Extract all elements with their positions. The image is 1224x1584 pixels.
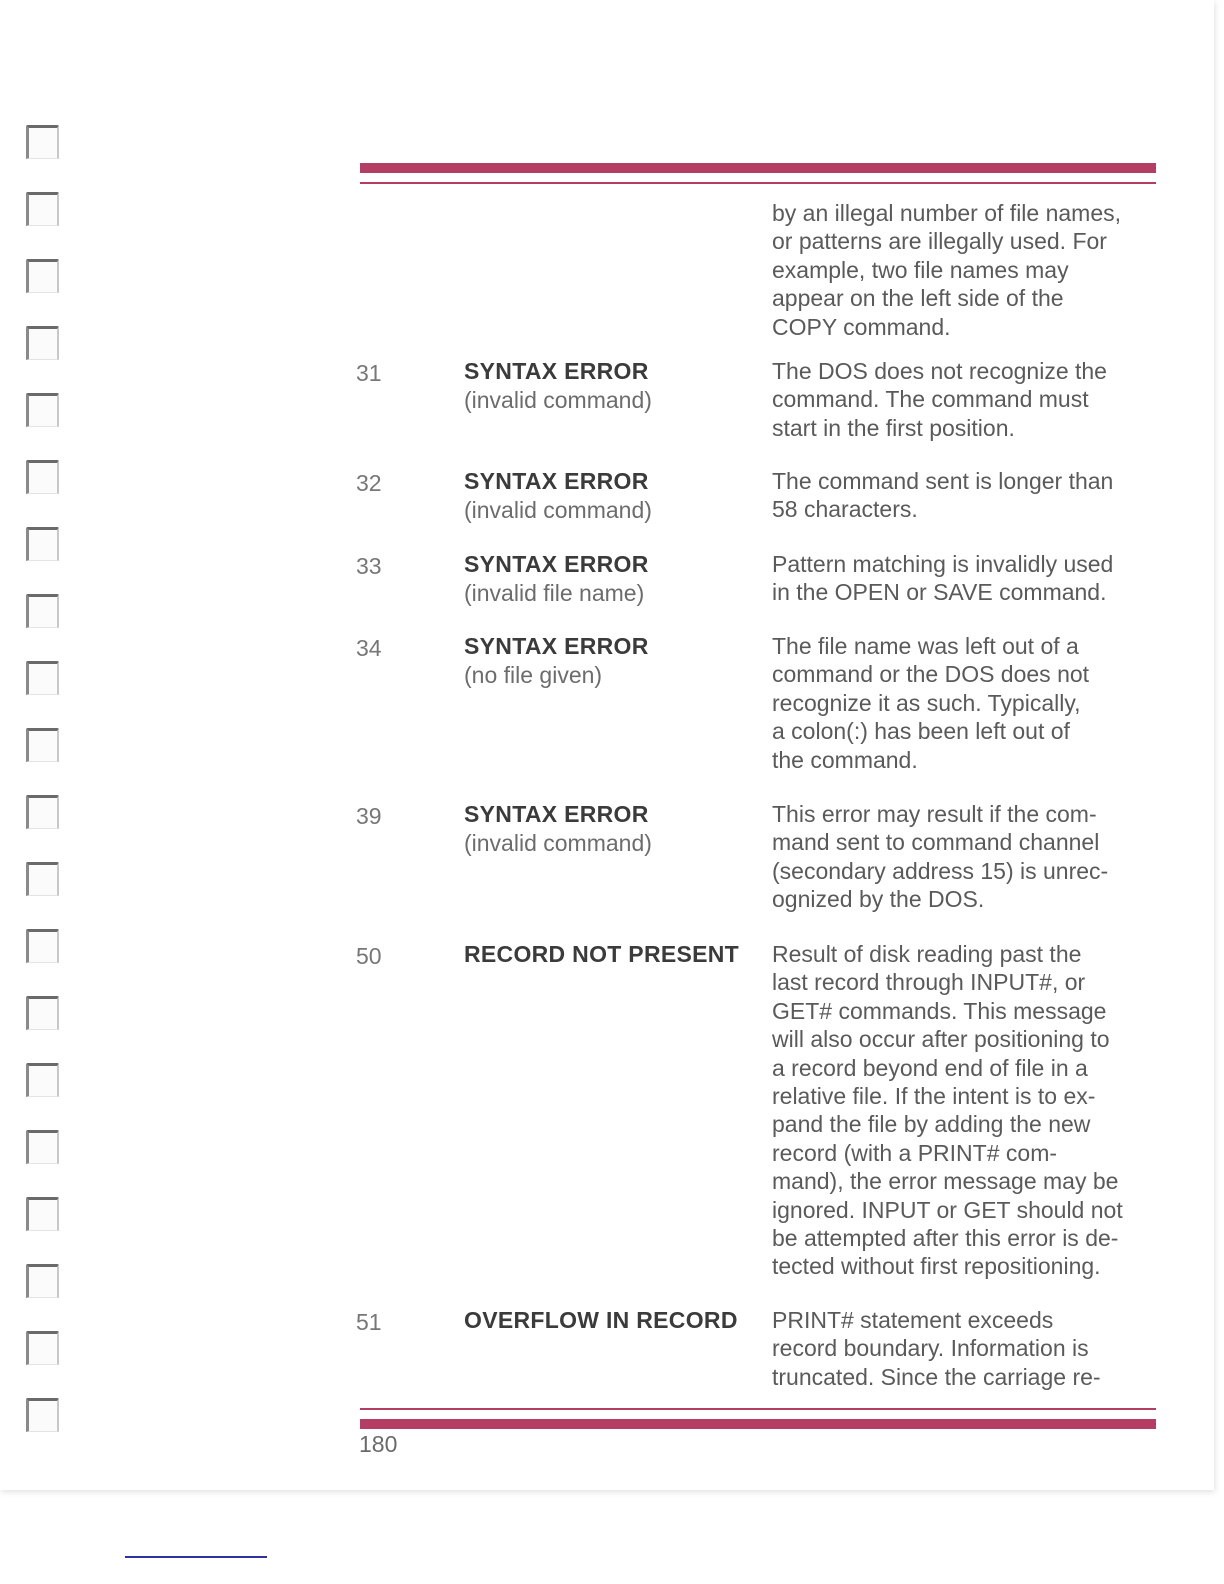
bottom-rule-thin <box>360 1408 1156 1410</box>
error-description: Result of disk reading past the last record through INPUT#, or GET# commands. This message will also occur after positioning to a record beyond end of file in a relative file. If the intent is to ex- pand the file by adding the new record (with a PRINT# com- mand), the error message may be ignored. INPUT or GET should not be attempted after this error is de- tected without first repositioning. <box>772 941 1123 1280</box>
binding-hole <box>26 1264 59 1298</box>
binding-hole <box>26 661 59 695</box>
error-title: SYNTAX ERROR <box>464 358 649 384</box>
binding-hole <box>26 929 59 963</box>
error-code: 31 <box>356 360 382 386</box>
error-description: This error may result if the com- mand sent to command channel (secondary address 15) is unrec- ognized by the DOS. <box>772 801 1109 913</box>
error-code: 32 <box>356 470 382 496</box>
binding-hole <box>26 1130 59 1164</box>
binding-hole <box>26 594 59 628</box>
binding-hole <box>26 728 59 762</box>
error-subtitle: (invalid file name) <box>464 580 645 606</box>
error-code: 34 <box>356 635 382 661</box>
binding-hole <box>26 393 59 427</box>
error-subtitle: (invalid command) <box>464 830 652 856</box>
error-description: The DOS does not recognize the command. The command must start in the first position. <box>772 358 1107 441</box>
top-rule-thick <box>360 163 1156 173</box>
error-description: Pattern matching is invalidly used in the OPEN or SAVE command. <box>772 551 1114 606</box>
binding-hole <box>26 996 59 1030</box>
error-description: PRINT# statement exceeds record boundary. Information is truncated. Since the carriage re- <box>772 1307 1101 1390</box>
spiral-binding <box>22 125 66 1445</box>
error-title: RECORD NOT PRESENT <box>464 941 740 967</box>
binding-hole <box>26 795 59 829</box>
error-subtitle: (invalid command) <box>464 387 652 413</box>
binding-hole <box>26 460 59 494</box>
binding-hole <box>26 192 59 226</box>
error-subtitle: (invalid command) <box>464 497 652 523</box>
error-title: SYNTAX ERROR <box>464 551 649 577</box>
top-rule-thin <box>360 182 1156 184</box>
error-code: 39 <box>356 803 382 829</box>
error-code: 50 <box>356 943 382 969</box>
page-number: 180 <box>359 1431 398 1457</box>
error-title: OVERFLOW IN RECORD <box>464 1307 738 1333</box>
error-code: 33 <box>356 553 382 579</box>
bottom-rule-thick <box>360 1419 1156 1429</box>
binding-hole <box>26 862 59 896</box>
continued-description: by an illegal number of file names, or patterns are illegally used. For example, two file names may appear on the left side of the COPY command. <box>772 200 1122 340</box>
error-title: SYNTAX ERROR <box>464 633 649 659</box>
binding-hole <box>26 1398 59 1432</box>
binding-hole <box>26 527 59 561</box>
error-code: 51 <box>356 1309 382 1335</box>
binding-hole <box>26 1331 59 1365</box>
error-subtitle: (no file given) <box>464 662 603 688</box>
binding-hole <box>26 326 59 360</box>
error-description: The file name was left out of a command or the DOS does not recognize it as such. Typically, a colon(:) has been left out of the command. <box>772 633 1090 773</box>
underline-mark <box>125 1556 267 1558</box>
binding-hole <box>26 125 59 159</box>
binding-hole <box>26 1197 59 1231</box>
error-title: SYNTAX ERROR <box>464 468 649 494</box>
error-description: The command sent is longer than 58 characters. <box>772 468 1114 523</box>
binding-hole <box>26 259 59 293</box>
binding-hole <box>26 1063 59 1097</box>
error-title: SYNTAX ERROR <box>464 801 649 827</box>
